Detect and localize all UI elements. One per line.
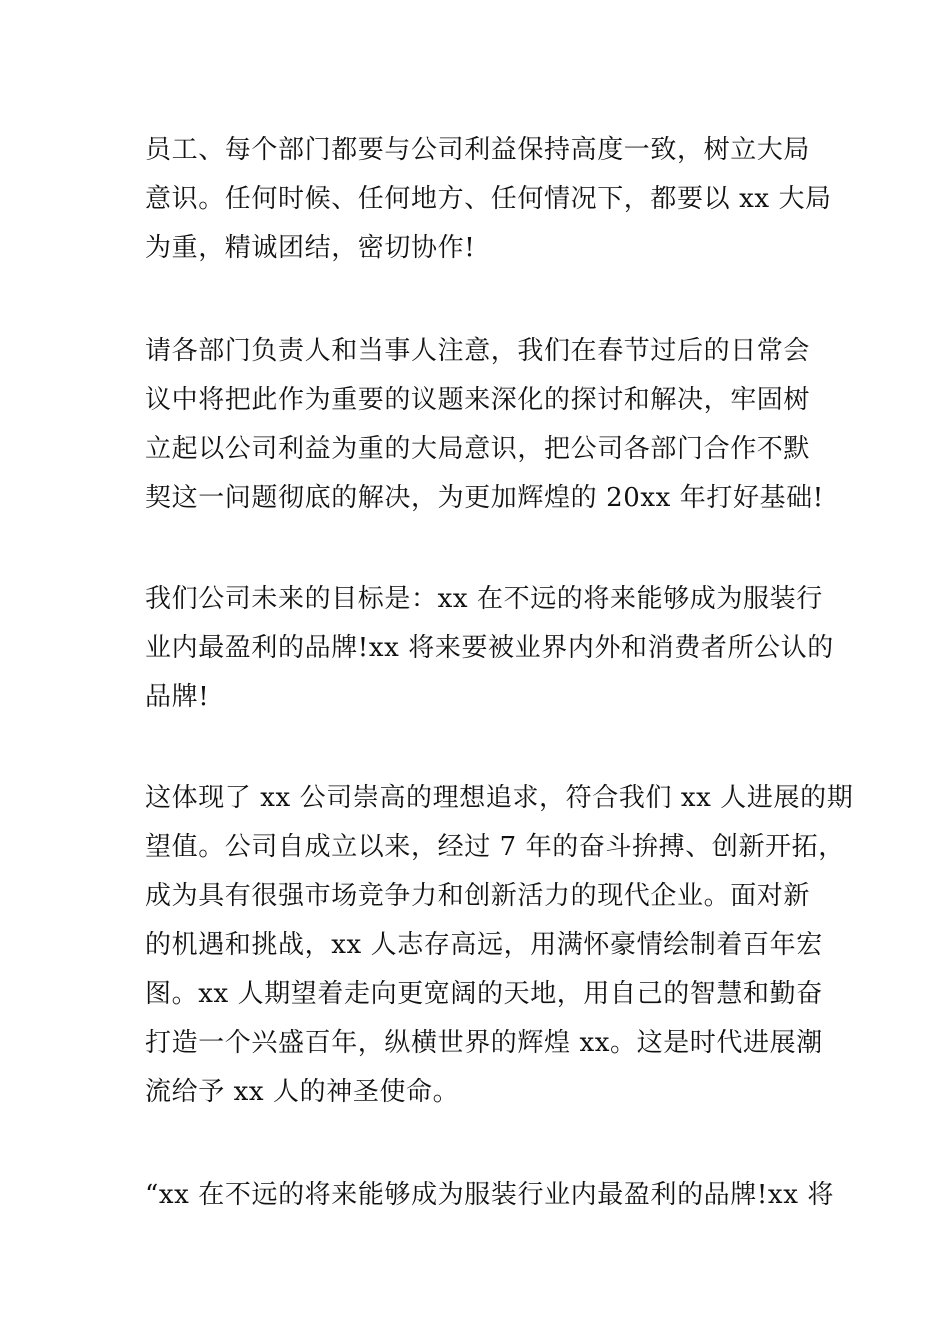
text-line: 的机遇和挑战，xx 人志存高远，用满怀豪情绘制着百年宏	[145, 930, 823, 960]
text-line: 为重，精诚团结，密切协作!	[145, 233, 476, 263]
text-line: 图。xx 人期望着走向更宽阔的天地，用自己的智慧和勤奋	[145, 979, 823, 1009]
text-line: 打造一个兴盛百年，纵横世界的辉煌 xx。这是时代进展潮	[145, 1028, 823, 1058]
text-line: 契这一问题彻底的解决，为更加辉煌的 20xx 年打好基础!	[145, 483, 824, 513]
text-line: 议中将把此作为重要的议题来深化的探讨和解决，牢固树	[145, 385, 811, 415]
text-line: 成为具有很强市场竞争力和创新活力的现代企业。面对新	[145, 881, 811, 911]
text-line: 望值。公司自成立以来，经过 7 年的奋斗拚搏、创新开拓，	[145, 832, 845, 862]
text-line: “xx 在不远的将来能够成为服装行业内最盈利的品牌!xx 将	[145, 1180, 834, 1210]
text-line: 我们公司未来的目标是：xx 在不远的将来能够成为服装行	[145, 584, 823, 614]
text-line: 品牌!	[145, 682, 210, 712]
text-line: 意识。任何时候、任何地方、任何情况下，都要以 xx 大局	[145, 184, 832, 214]
text-line: 业内最盈利的品牌!xx 将来要被业界内外和消费者所公认的	[145, 633, 834, 663]
text-line: 这体现了 xx 公司崇高的理想追求，符合我们 xx 人进展的期	[145, 783, 854, 813]
text-line: 员工、每个部门都要与公司利益保持高度一致，树立大局	[145, 135, 811, 165]
text-line: 流给予 xx 人的神圣使命。	[145, 1077, 460, 1107]
text-line: 请各部门负责人和当事人注意，我们在春节过后的日常会	[145, 336, 811, 366]
text-line: 立起以公司利益为重的大局意识，把公司各部门合作不默	[145, 434, 811, 464]
